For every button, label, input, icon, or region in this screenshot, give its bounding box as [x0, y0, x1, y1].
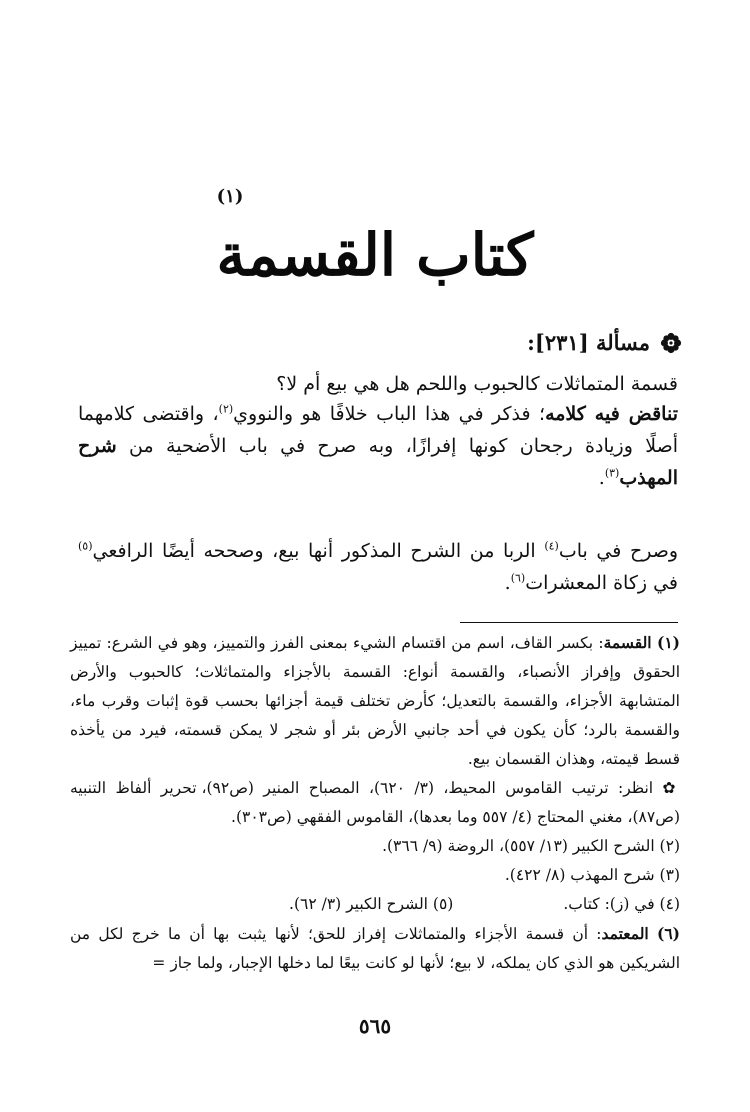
footnote-3: (٣) شرح المهذب (٨/ ٤٢٢). — [504, 866, 680, 884]
issue-label: مسألة [٢٣١]: — [527, 330, 650, 355]
paragraph-text: ؛ فذكر في هذا الباب خلافًا هو والنووي — [233, 403, 546, 425]
footnote-ref: (٢) — [218, 402, 234, 416]
footnote-2: (٢) الشرح الكبير (١٣/ ٥٥٧)، الروضة (٩/ ٣٦٦). — [382, 837, 680, 855]
footnote-ref: (٣) — [604, 466, 620, 480]
footnote-1 — [70, 628, 680, 774]
footnote-4: (٤) في (ز): كتاب. — [563, 895, 680, 913]
footnote-ref: (٤) — [544, 539, 559, 553]
footnote-term: المعتمد — [601, 924, 649, 943]
issue-question: قسمة المتماثلات كالحبوب واللحم هل هي بيع أم لا؟ — [276, 373, 678, 395]
chapter-footnote-ref: (١) — [216, 186, 244, 207]
footnote-number: (٦) — [656, 924, 680, 943]
footnote-text: : بكسر القاف، اسم من اقتسام الشيء بمعنى الفرز والتمييز، وهو في الشرع: تمييز الحقوق وإفراز الأنصباء، والقسمة أنواع: القسمة بالأجزاء والمتماثلات؛ كالحبوب والأرض المتشابهة الأجزاء، والقسمة بالتعديل؛ كأرض تختلف قيمة أجزائها بحسب قوة إثبات وقرب ماء، والقسمة بالرد؛ كأن يكون في أحد جانبي الأرض بئر أو شجر لا يمكن قسمته، فيرد من يأخذه قسط قيمته، وهذان القسمان بيع. — [70, 634, 680, 768]
footnote-5: (٥) الشرح الكبير (٣/ ٦٢). — [289, 895, 454, 913]
footnote-separator — [460, 622, 678, 623]
flower-ornament-icon — [660, 332, 682, 354]
paragraph-end: . — [504, 572, 511, 594]
paragraph-contradiction — [78, 398, 678, 494]
footnote-term: القسمة — [603, 633, 652, 652]
paragraph-text: وصرح في باب — [558, 540, 678, 562]
paragraph-text: في زكاة المعشرات — [525, 572, 678, 594]
footnote-6 — [70, 919, 680, 978]
paragraph-text: الربا من الشرح المذكور أنها بيع، وصححه أيضًا الرافعي — [92, 540, 545, 562]
chapter-title: كتاب القسمة — [216, 221, 534, 289]
paragraph-lead: تناقض فيه كلامه — [545, 403, 678, 425]
footnote-row-4-5 — [70, 890, 680, 919]
page-number: ٥٦٥ — [358, 1014, 392, 1038]
footnote-number: (١) — [656, 633, 680, 652]
footnote-1-sources: ✿ انظر: ترتيب القاموس المحيط، (٣/ ٦٢٠)، المصباح المنير (ص٩٢)، تحرير ألفاظ التنبيه (ص٨٧)، مغني المحتاج (٤/ ٥٥٧ وما بعدها)، القاموس الفقهي (ص٣٠٣). — [70, 779, 680, 826]
book-title: شرح المهذب — [78, 435, 678, 489]
footnotes — [70, 628, 680, 978]
footnote-ref: (٦) — [510, 571, 526, 585]
issue-heading — [80, 330, 682, 355]
footnote-ref: (٥) — [78, 539, 93, 553]
paragraph-text: ، واقتضى كلامهما أصلًا وزيادة رجحان كونها إفرازًا، وبه صرح في باب الأضحية من — [78, 403, 678, 457]
footnote-text: : أن قسمة الأجزاء والمتماثلات إفراز للحق؛ لأنها يثبت بها أن ما خرج لكل من الشريكين هو الذي كان يملكه، لا بيع؛ لأنها لو كانت بيعًا لما دخلها الإجبار، ولما جاز = — [70, 925, 680, 972]
paragraph-end: . — [598, 467, 605, 489]
paragraph-usury — [78, 535, 678, 599]
